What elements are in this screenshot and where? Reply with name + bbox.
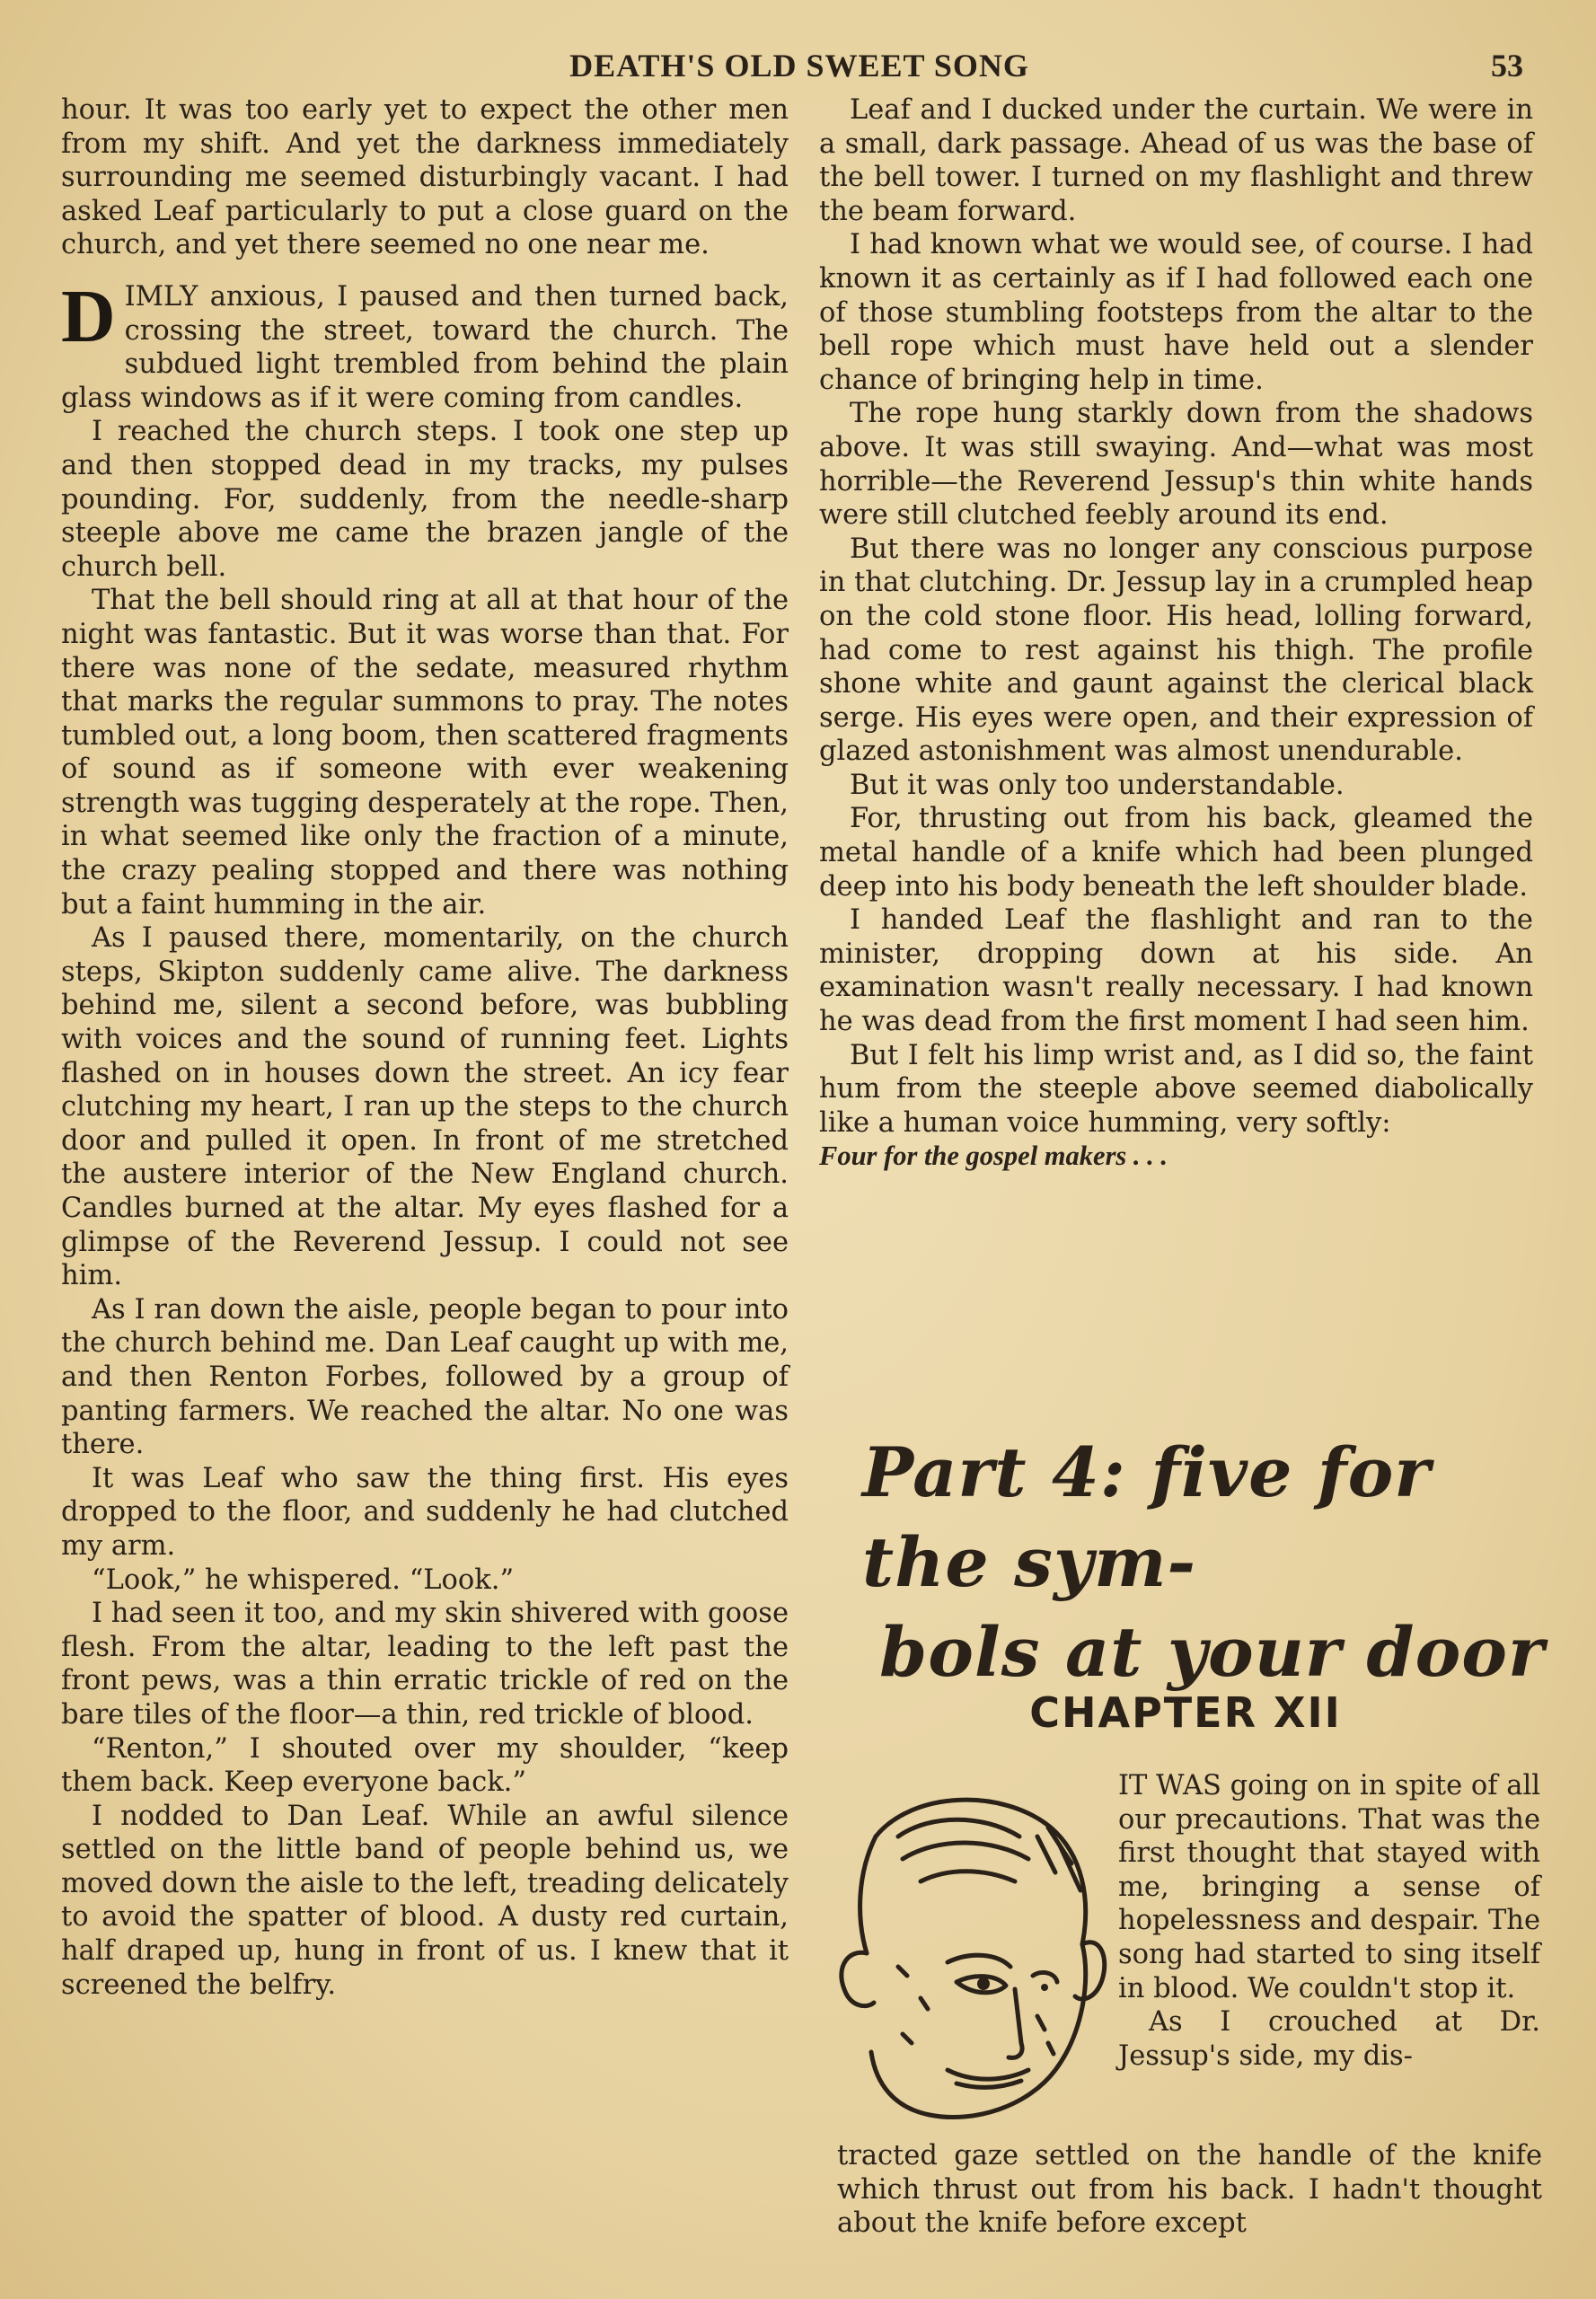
- paragraph: But there was no longer any conscious purpose in that clutching. Dr. Jessup lay in a crumpled heap on the cold stone floor. His head, lolling forward, had come to rest against his thigh. The profile shone white and gaunt against the clerical black serge. His eyes were open, and their expression of glazed astonishment was almost unendurable.: [819, 533, 1533, 768]
- page-header: [0, 47, 1596, 92]
- paragraph: For, thrusting out from his back, gleamed the metal handle of a knife which had been plunged deep into his body beneath the left shoulder blade.: [819, 803, 1533, 903]
- right-column: [819, 93, 1533, 1174]
- chapter-text-beside-portrait: [1118, 1769, 1540, 2073]
- paragraph: But I felt his limp wrist and, as I did so, the faint hum from the steeple above seemed diabolically like a human voice humming, very softly:: [819, 1039, 1533, 1139]
- drop-cap: D: [61, 274, 116, 358]
- paragraph: The rope hung starkly down from the shadows above. It was still swaying. And—what was most horrible—the Reverend Jessup's thin white hands were still clutched feebly around its end.: [819, 398, 1533, 532]
- left-column: [61, 93, 789, 2002]
- part-heading-line-1: Part 4: five for the sym-: [862, 1432, 1432, 1602]
- paragraph-dropcap: [61, 274, 789, 415]
- paragraph: I reached the church steps. I took one step up and then stopped dead in my tracks, my pulses pounding. For, suddenly, from the needle-sharp steeple above me came the brazen jangle of the church bell.: [61, 416, 789, 583]
- paragraph: hour. It was too early yet to expect the other men from my shift. And yet the darkness immediately surrounding me seemed disturbingly vacant. I had asked Leaf particularly to put a close guard on the church, and yet there seemed no one near me.: [61, 94, 789, 261]
- paragraph: As I crouched at Dr. Jessup's side, my dis-: [1118, 2006, 1540, 2072]
- paragraph: As I paused there, momentarily, on the church steps, Skipton suddenly came alive. The darkness behind me, silent a second before, was bubbling with voices and the sound of running feet. Lights flashed on in houses down the street. An icy fear clutching my heart, I ran up the steps to the church door and pulled it open. In front of me stretched the austere interior of the New England church. Candles burned at the altar. My eyes flashed for a glimpse of the Reverend Jessup. I could not see him.: [61, 922, 789, 1292]
- running-title: DEATH'S OLD SWEET SONG: [569, 48, 1029, 84]
- paragraph: IT WAS going on in spite of all our precautions. That was the first thought that stayed with me, bringing a sense of hopelessness and despair. The song had started to sing itself in blood. We couldn't stop it.: [1118, 1770, 1540, 2004]
- chapter-title: CHAPTER XII: [1029, 1688, 1342, 1737]
- paragraph: “Look,” he whispered. “Look.”: [92, 1563, 515, 1596]
- paragraph: It was Leaf who saw the thing first. His eyes dropped to the floor, and suddenly he had clutched my arm.: [61, 1462, 789, 1562]
- paragraph: I nodded to Dan Leaf. While an awful silence settled on the little band of people behind us, we moved down the aisle to the left, treading delicately to avoid the spatter of blood. A dusty red curtain, half draped up, hung in front of us. I knew that it screened the belfry.: [61, 1800, 789, 2001]
- page-number: 53: [1491, 48, 1523, 84]
- verse-line: Four for the gospel makers . . .: [819, 1141, 1168, 1172]
- paragraph: That the bell should ring at all at that hour of the night was fantastic. But it was worse than that. For there was none of the sedate, measured rhythm that marks the regular summons to pray. The notes tumbled out, a long boom, then scattered fragments of sound as if someone with ever weakening strength was tugging desperately at the rope. Then, in what seemed like only the fraction of a minute, the crazy pealing stopped and there was nothing but a faint humming in the air.: [61, 585, 789, 920]
- part-heading: [862, 1428, 1545, 1697]
- paragraph: I had seen it too, and my skin shivered with goose flesh. From the altar, leading to the left past the front pews, was a thin erratic trickle of red on the bare tiles of the floor—a thin, red trickle of blood.: [61, 1598, 789, 1731]
- paragraph: “Renton,” I shouted over my shoulder, “keep them back. Keep everyone back.”: [61, 1732, 789, 1799]
- part-heading-line-2: bols at your door: [879, 1612, 1545, 1692]
- paragraph: I had known what we would see, of course. I had known it as certainly as if I had followed each one of those stumbling footsteps from the altar to the bell rope which must have held out a slender chance of bringing help in time.: [819, 229, 1533, 396]
- paragraph: Leaf and I ducked under the curtain. We were in a small, dark passage. Ahead of us was the base of the bell tower. I turned on my flashlight and threw the beam forward.: [819, 94, 1533, 227]
- paragraph: I handed Leaf the flashlight and ran to the minister, dropping down at his side. An examination wasn't really necessary. I had known he was dead from the first moment I had seen him.: [819, 904, 1533, 1038]
- paragraph: tracted gaze settled on the handle of the knife which thrust out from his back. I hadn't thought about the knife before except: [837, 2140, 1542, 2240]
- face-portrait-sketch-icon: [813, 1774, 1109, 2133]
- paragraph: As I ran down the aisle, people began to pour into the church behind me. Dan Leaf caught up with me, and then Renton Forbes, followed by a group of panting farmers. We reached the altar. No one was there.: [61, 1293, 789, 1461]
- paragraph: But it was only too understandable.: [850, 769, 1345, 801]
- paragraph-text: IMLY anxious, I paused and then turned back, crossing the street, toward the church. The subdued light trembled from behind the plain glass windows as if it were coming from candles.: [61, 280, 789, 414]
- chapter-text-full-width: [837, 2139, 1542, 2241]
